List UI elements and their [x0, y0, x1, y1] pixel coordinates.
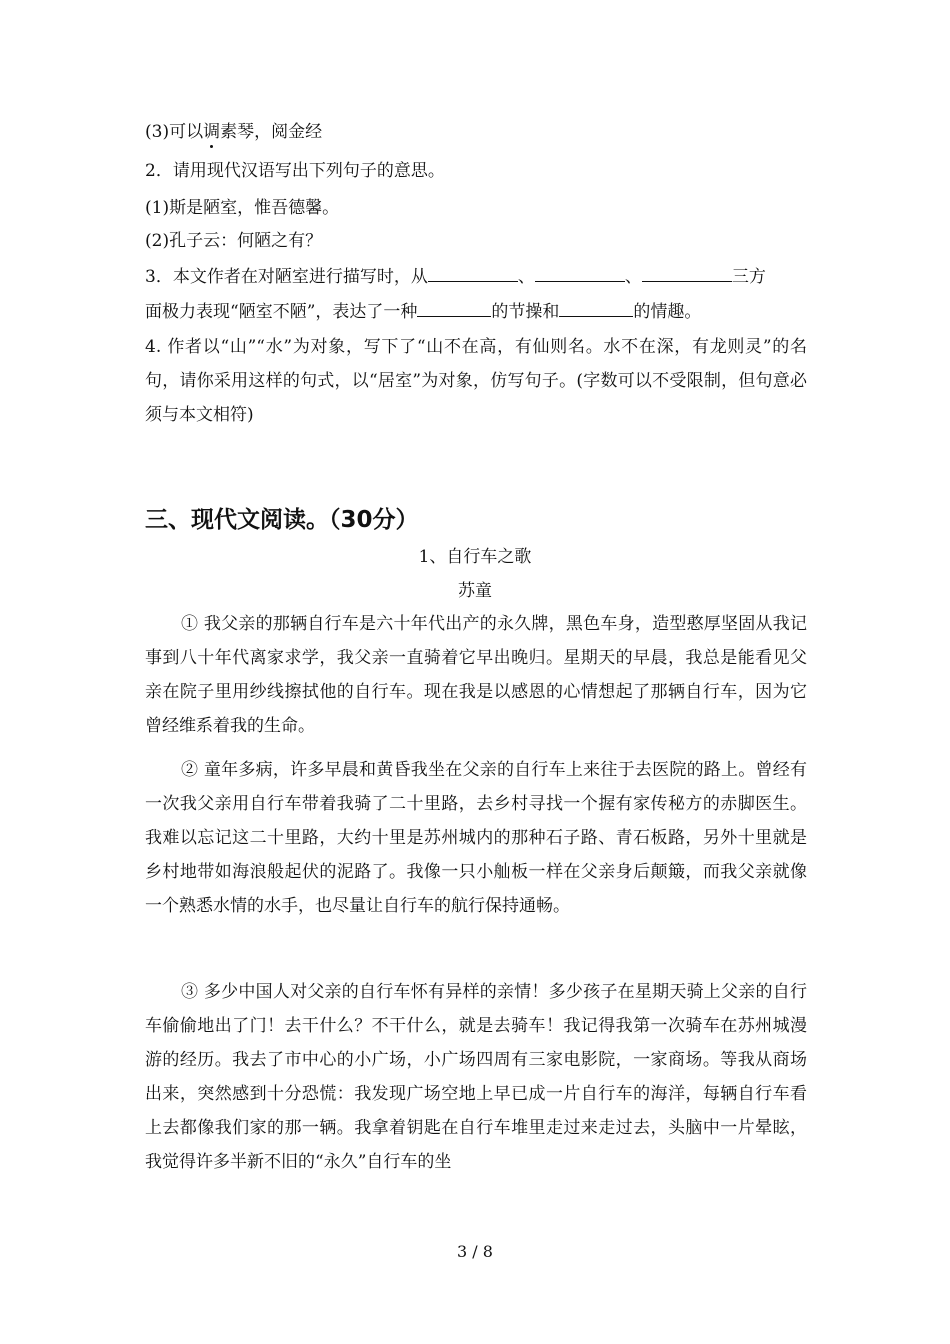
question-2-1: (1)斯是陋室，惟吾德馨。 — [145, 198, 340, 218]
answer-blank-3[interactable] — [642, 264, 732, 282]
answer-blank-4[interactable] — [417, 299, 491, 317]
question-4: 4. 作者以“山”“水”为对象，写下了“山不在高，有仙则名。水不在深，有龙则灵”的名句，请你采用这样的句式，以“居室”为对象，仿写句子。(字数可以不受限制，但句意必须与本文相符) — [145, 337, 807, 425]
question-3-line-2 — [145, 299, 701, 324]
question-3-text-1: 3．本文作者在对陋室进行描写时，从 — [145, 267, 428, 287]
article-paragraph-3: ③ 多少中国人对父亲的自行车怀有异样的亲情！多少孩子在星期天骑上父亲的自行车偷偷地出了门！去干什么？不干什么，就是去骑车！我记得我第一次骑车在苏州城漫游的经历。我去了市中心的小广场，小广场四周有三家电影院，一家商场。等我从商场出来，突然感到十分恐慌：我发现广场空地上早已成一片自行车的海洋，每辆自行车看上去都像我们家的那一辆。我拿着钥匙在自行车堆里走过来走过去，头脑中一片晕眩，我觉得许多半新不旧的“永久”自行车的坐 — [145, 982, 807, 1172]
article-author: 苏童 — [458, 581, 492, 601]
page-number: 3 / 8 — [457, 1242, 493, 1261]
question-2: 2．请用现代汉语写出下列句子的意思。 — [145, 161, 445, 181]
question-1-3 — [145, 120, 322, 144]
question-1-3-prefix: (3)可以 — [145, 122, 204, 142]
blank-separator: 、 — [624, 267, 642, 287]
answer-blank-2[interactable] — [535, 264, 625, 282]
question-2-2: (2)孔子云：何陋之有？ — [145, 231, 323, 251]
blank-separator: 、 — [517, 267, 535, 287]
question-3-text-4: 的节操和 — [491, 302, 560, 322]
answer-blank-5[interactable] — [559, 299, 633, 317]
question-3-text-3: 面极力表现“陋室不陋”，表达了一种 — [145, 302, 418, 322]
article-title: 1、自行车之歌 — [418, 547, 532, 567]
article-paragraph-1: ① 我父亲的那辆自行车是六十年代出产的永久牌，黑色车身，造型憨厚坚固从我记事到八十年代离家求学，我父亲一直骑着它早出晚归。星期天的早晨，我总是能看见父亲在院子里用纱线擦拭他的自行车。现在我是以感恩的心情想起了那辆自行车，因为它曾经维系着我的生命。 — [145, 614, 807, 736]
answer-blank-1[interactable] — [428, 264, 518, 282]
emphasized-character: 调 — [203, 122, 221, 142]
question-3-line-1 — [145, 264, 766, 289]
section-heading: 三、现代文阅读。（30分） — [145, 507, 419, 533]
question-3-text-2: 三方 — [731, 267, 766, 287]
question-3-text-5: 的情趣。 — [633, 302, 702, 322]
article-paragraph-2: ② 童年多病，许多早晨和黄昏我坐在父亲的自行车上来往于去医院的路上。曾经有一次我父亲用自行车带着我骑了二十里路，去乡村寻找一个握有家传秘方的赤脚医生。我难以忘记这二十里路，大约十里是苏州城内的那种石子路、青石板路，另外十里就是乡村地带如海浪般起伏的泥路了。我像一只小舢板一样在父亲身后颠簸，而我父亲就像一个熟悉水情的水手，也尽量让自行车的航行保持通畅。 — [145, 760, 807, 916]
question-1-3-suffix: 素琴，阅金经 — [220, 122, 323, 142]
